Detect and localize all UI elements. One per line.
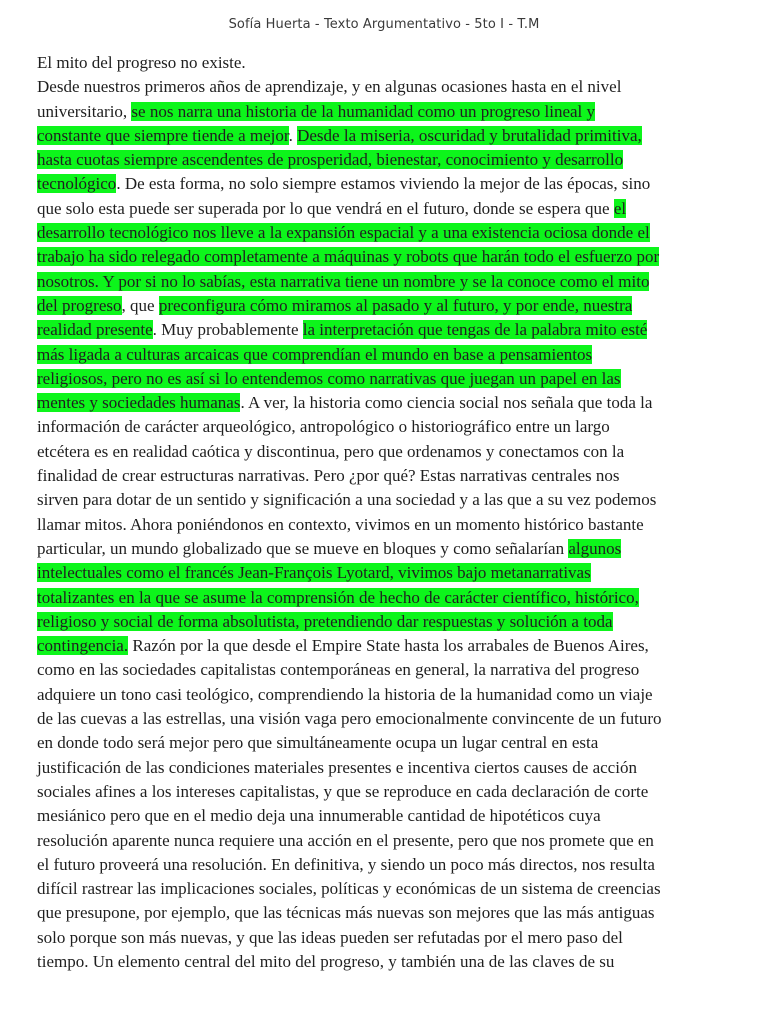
body-text: adquiere un tono casi teológico, comprendiendo la historia de la humanidad como un viaje: [37, 684, 653, 704]
text-line: [37, 172, 731, 196]
text-line: [37, 610, 731, 634]
body-text: Razón por la que desde el Empire State hasta los arrabales de Buenos Aires,: [128, 636, 649, 656]
body-text: en donde todo será mejor pero que simultáneamente ocupa un lugar central en esta: [37, 733, 599, 753]
body-text: que solo esta puede ser superada por lo que vendrá en el futuro, donde se espera que: [37, 198, 614, 218]
text-line: [37, 586, 731, 610]
highlighted-text: totalizantes en la que se asume la comprensión de hecho de carácter científico, histórico,: [37, 587, 639, 607]
body-text: solo porque son más nuevas, y que las ideas pueden ser refutadas por el mero paso del: [37, 927, 623, 947]
text-line: [37, 683, 731, 707]
text-line: [37, 780, 731, 804]
text-line: [37, 391, 731, 415]
body-text: difícil rastrear las implicaciones sociales, políticas y económicas de un sistema de creencias: [37, 879, 661, 899]
highlighted-text: religiosos, pero no es así si lo entendemos como narrativas que juegan un papel en las: [37, 368, 621, 388]
text-line: [37, 415, 731, 439]
text-line: [37, 658, 731, 682]
body-text: finalidad de crear estructuras narrativas. Pero ¿por qué? Estas narrativas centrales nos: [37, 466, 620, 486]
text-line: [37, 488, 731, 512]
text-line: [37, 100, 731, 124]
document-body: [37, 51, 731, 974]
text-line: [37, 877, 731, 901]
body-text: particular, un mundo globalizado que se mueve en bloques y como señalarían: [37, 538, 569, 558]
body-text: resolución aparente nunca requiere una acción en el presente, pero que nos promete que en: [37, 830, 654, 850]
text-line: [37, 756, 731, 780]
body-text: como en las sociedades capitalistas contemporáneas en general, la narrativa del progreso: [37, 660, 640, 680]
body-text: de las cuevas a las estrellas, una visión vaga pero emocionalmente convincente de un futuro: [37, 709, 662, 729]
text-line: [37, 901, 731, 925]
text-line: [37, 245, 731, 269]
text-line: [37, 294, 731, 318]
highlighted-text: intelectuales como el francés Jean-François Lyotard, vivimos bajo metanarrativas: [37, 563, 591, 583]
text-line: [37, 148, 731, 172]
body-text: el futuro proveerá una resolución. En definitiva, y siendo un poco más directos, nos resulta: [37, 854, 655, 874]
text-line: [37, 440, 731, 464]
text-line: [37, 270, 731, 294]
highlighted-text: desarrollo tecnológico nos lleve a la expansión espacial y a una existencia ociosa donde el: [37, 223, 650, 243]
highlighted-text: Desde la miseria, oscuridad y brutalidad primitiva,: [297, 125, 642, 145]
body-text: mesiánico pero que en el medio deja una innumerable cantidad de hipotéticos cuya: [37, 806, 601, 826]
text-line: [37, 950, 731, 974]
text-line: [37, 197, 731, 221]
body-text: El mito del progreso no existe.: [37, 53, 246, 72]
text-line: [37, 513, 731, 537]
text-line: [37, 804, 731, 828]
body-text: . A ver, la historia como ciencia social nos señala que toda la: [240, 393, 653, 413]
text-line: [37, 318, 731, 342]
highlighted-text: mentes y sociedades humanas: [37, 393, 241, 413]
highlighted-text: nosotros. Y por si no lo sabías, esta narrativa tiene un nombre y se la conoce como el mito: [37, 271, 650, 291]
body-text: Desde nuestros primeros años de aprendizaje, y en algunas ocasiones hasta en el nivel: [37, 77, 622, 97]
text-line: [37, 221, 731, 245]
document-header: Sofía Huerta - Texto Argumentativo - 5to I - T.M: [228, 17, 540, 32]
text-line: [37, 537, 731, 561]
highlighted-text: religioso y social de forma absolutista, pretendiendo dar respuestas y solución a toda: [37, 611, 613, 631]
highlighted-text: del progreso: [37, 295, 122, 315]
highlighted-text: el: [613, 198, 627, 218]
text-line: [37, 367, 731, 391]
body-text: sociales afines a los intereses capitalistas, y que se reproduce en cada declaración de corte: [37, 781, 649, 801]
body-text: sirven para dotar de un sentido y significación a una sociedad y a las que a su vez podemos: [37, 490, 657, 510]
text-line: [37, 51, 731, 75]
body-text: , que: [121, 295, 159, 315]
highlighted-text: realidad presente: [37, 320, 153, 340]
text-line: [37, 707, 731, 731]
text-line: [37, 343, 731, 367]
highlighted-text: constante que siempre tiende a mejor: [37, 125, 289, 145]
text-line: [37, 829, 731, 853]
text-line: [37, 853, 731, 877]
highlighted-text: trabajo ha sido relegado completamente a máquinas y robots que harán todo el esfuerzo por: [37, 247, 660, 267]
body-text: .: [288, 125, 298, 145]
body-text: que presupone, por ejemplo, que las técnicas más nuevas son mejores que las más antiguas: [37, 903, 655, 923]
highlighted-text: hasta cuotas siempre ascendentes de prosperidad, bienestar, conocimiento y desarrollo: [37, 150, 624, 170]
highlighted-text: se nos narra una historia de la humanidad como un progreso lineal y: [131, 101, 596, 121]
text-line: [37, 561, 731, 585]
text-line: [37, 75, 731, 99]
body-text: . Muy probablemente: [152, 320, 303, 340]
highlighted-text: tecnológico: [37, 174, 117, 194]
highlighted-text: contingencia.: [37, 636, 129, 656]
highlighted-text: la interpretación que tengas de la palabra mito esté: [302, 320, 648, 340]
text-line: [37, 926, 731, 950]
highlighted-text: preconfigura cómo miramos al pasado y al futuro, y por ende, nuestra: [158, 295, 633, 315]
body-text: etcétera es en realidad caótica y discontinua, pero que ordenamos y conectamos con la: [37, 441, 625, 461]
body-text: universitario,: [37, 101, 132, 121]
text-line: [37, 634, 731, 658]
body-text: información de carácter arqueológico, antropológico o historiográfico entre un largo: [37, 417, 610, 437]
highlighted-text: algunos: [568, 538, 622, 558]
body-text: llamar mitos. Ahora poniéndonos en contexto, vivimos en un momento histórico bastante: [37, 514, 644, 534]
body-text: tiempo. Un elemento central del mito del progreso, y también una de las claves de su: [37, 951, 615, 971]
body-text: . De esta forma, no solo siempre estamos viviendo la mejor de las épocas, sino: [116, 174, 651, 194]
highlighted-text: más ligada a culturas arcaicas que comprendían el mundo en base a pensamientos: [37, 344, 593, 364]
body-text: justificación de las condiciones materiales presentes e incentiva ciertos causes de acción: [37, 757, 637, 777]
text-line: [37, 124, 731, 148]
text-line: [37, 464, 731, 488]
text-line: [37, 731, 731, 755]
